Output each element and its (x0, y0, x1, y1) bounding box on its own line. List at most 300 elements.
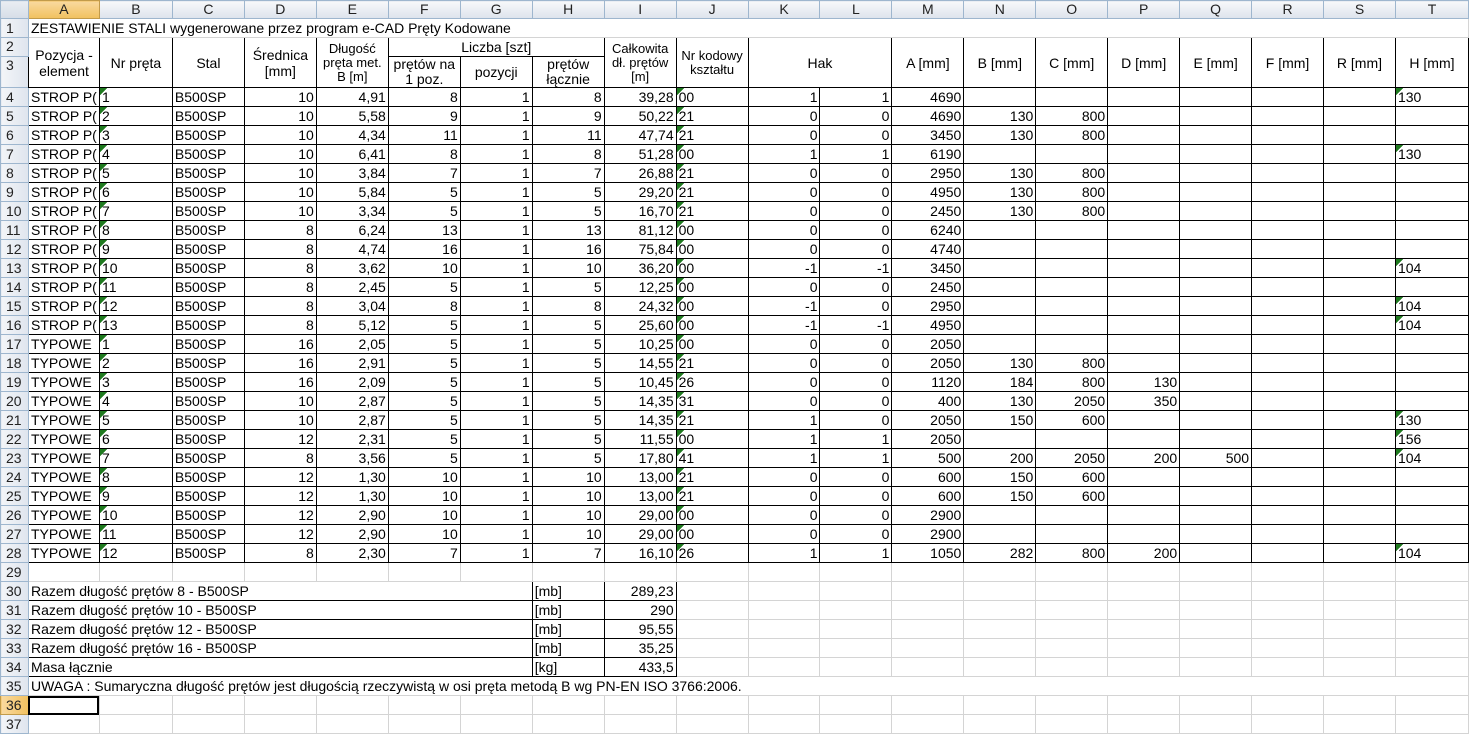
data-cell-m4[interactable]: 4690 (892, 88, 964, 107)
data-cell-a28[interactable]: TYPOWE (28, 544, 99, 563)
data-cell-i27[interactable]: 29,00 (604, 525, 676, 544)
data-cell-r5[interactable] (1252, 107, 1324, 126)
empty-cell[interactable] (748, 658, 820, 677)
data-cell-b19[interactable]: 3 (99, 373, 172, 392)
row-header-34[interactable]: 34 (1, 658, 29, 677)
data-cell-e27[interactable]: 2,90 (316, 525, 388, 544)
empty-cell[interactable] (28, 563, 99, 582)
data-cell-r23[interactable] (1252, 449, 1324, 468)
data-cell-o4[interactable] (1036, 88, 1108, 107)
row-header-27[interactable]: 27 (1, 525, 29, 544)
data-cell-h11[interactable]: 13 (532, 221, 604, 240)
row-header-12[interactable]: 12 (1, 240, 29, 259)
data-cell-c23[interactable]: B500SP (172, 449, 244, 468)
data-cell-l6[interactable]: 0 (820, 126, 892, 145)
data-cell-l15[interactable]: 0 (820, 297, 892, 316)
empty-cell[interactable] (820, 601, 892, 620)
empty-cell[interactable] (820, 715, 892, 734)
data-cell-m15[interactable]: 2950 (892, 297, 964, 316)
empty-cell[interactable] (1324, 582, 1396, 601)
data-cell-j25[interactable]: 21 (676, 487, 748, 506)
data-cell-i16[interactable]: 25,60 (604, 316, 676, 335)
row-header-15[interactable]: 15 (1, 297, 29, 316)
header-dlugosc[interactable]: Długość pręta met. B [m] (316, 38, 388, 88)
data-cell-m6[interactable]: 3450 (892, 126, 964, 145)
data-cell-s9[interactable] (1324, 183, 1396, 202)
empty-cell[interactable] (1036, 715, 1108, 734)
data-cell-l9[interactable]: 0 (820, 183, 892, 202)
column-header-r[interactable]: R (1252, 1, 1324, 19)
data-cell-k26[interactable]: 0 (748, 506, 820, 525)
data-cell-e15[interactable]: 3,04 (316, 297, 388, 316)
empty-cell[interactable] (1108, 715, 1180, 734)
data-cell-p23[interactable]: 200 (1108, 449, 1180, 468)
data-cell-c22[interactable]: B500SP (172, 430, 244, 449)
data-cell-q18[interactable] (1180, 354, 1252, 373)
data-cell-t14[interactable] (1395, 278, 1468, 297)
summary-unit[interactable]: [mb] (532, 620, 604, 639)
header-hak[interactable]: Hak (748, 38, 892, 88)
data-cell-n8[interactable]: 130 (964, 164, 1036, 183)
data-cell-t8[interactable] (1395, 164, 1468, 183)
data-cell-k6[interactable]: 0 (748, 126, 820, 145)
header-liczba[interactable]: Liczba [szt] (388, 38, 604, 57)
empty-cell[interactable] (460, 715, 532, 734)
data-cell-b4[interactable]: 1 (99, 88, 172, 107)
data-cell-s27[interactable] (1324, 525, 1396, 544)
empty-cell[interactable] (676, 601, 748, 620)
data-cell-q21[interactable] (1180, 411, 1252, 430)
data-cell-b12[interactable]: 9 (99, 240, 172, 259)
data-cell-p8[interactable] (1108, 164, 1180, 183)
row-header-24[interactable]: 24 (1, 468, 29, 487)
data-cell-s12[interactable] (1324, 240, 1396, 259)
data-cell-q27[interactable] (1180, 525, 1252, 544)
data-cell-a26[interactable]: TYPOWE (28, 506, 99, 525)
data-cell-h13[interactable]: 10 (532, 259, 604, 278)
row-header-6[interactable]: 6 (1, 126, 29, 145)
data-cell-d12[interactable]: 8 (244, 240, 316, 259)
data-cell-q5[interactable] (1180, 107, 1252, 126)
data-cell-t6[interactable] (1395, 126, 1468, 145)
summary-unit[interactable]: [mb] (532, 582, 604, 601)
data-cell-s26[interactable] (1324, 506, 1396, 525)
data-cell-i22[interactable]: 11,55 (604, 430, 676, 449)
data-cell-d10[interactable]: 10 (244, 202, 316, 221)
data-cell-c19[interactable]: B500SP (172, 373, 244, 392)
row-header-1[interactable]: 1 (1, 19, 29, 38)
data-cell-e4[interactable]: 4,91 (316, 88, 388, 107)
data-cell-k20[interactable]: 0 (748, 392, 820, 411)
data-cell-f23[interactable]: 5 (388, 449, 460, 468)
summary-label[interactable]: Razem długość prętów 8 - B500SP (28, 582, 532, 601)
header-d-mm[interactable]: D [mm] (1108, 38, 1180, 88)
data-cell-s24[interactable] (1324, 468, 1396, 487)
data-cell-k23[interactable]: 1 (748, 449, 820, 468)
data-cell-i4[interactable]: 39,28 (604, 88, 676, 107)
empty-cell[interactable] (1395, 601, 1468, 620)
data-cell-l28[interactable]: 1 (820, 544, 892, 563)
empty-cell[interactable] (748, 620, 820, 639)
data-cell-c20[interactable]: B500SP (172, 392, 244, 411)
data-cell-d9[interactable]: 10 (244, 183, 316, 202)
data-cell-b26[interactable]: 10 (99, 506, 172, 525)
data-cell-t16[interactable]: 104 (1395, 316, 1468, 335)
empty-cell[interactable] (316, 696, 388, 715)
empty-cell[interactable] (316, 715, 388, 734)
data-cell-f13[interactable]: 10 (388, 259, 460, 278)
header-r-mm[interactable]: R [mm] (1324, 38, 1396, 88)
data-cell-k24[interactable]: 0 (748, 468, 820, 487)
data-cell-t24[interactable] (1395, 468, 1468, 487)
data-cell-l14[interactable]: 0 (820, 278, 892, 297)
data-cell-r27[interactable] (1252, 525, 1324, 544)
data-cell-k12[interactable]: 0 (748, 240, 820, 259)
data-cell-r13[interactable] (1252, 259, 1324, 278)
data-cell-s14[interactable] (1324, 278, 1396, 297)
summary-unit[interactable]: [mb] (532, 639, 604, 658)
data-cell-e17[interactable]: 2,05 (316, 335, 388, 354)
data-cell-j23[interactable]: 41 (676, 449, 748, 468)
empty-cell[interactable] (676, 563, 748, 582)
row-header-28[interactable]: 28 (1, 544, 29, 563)
data-cell-e23[interactable]: 3,56 (316, 449, 388, 468)
data-cell-d22[interactable]: 12 (244, 430, 316, 449)
empty-cell[interactable] (1324, 658, 1396, 677)
header-pozycji[interactable]: pozycji (460, 57, 532, 88)
data-cell-j24[interactable]: 21 (676, 468, 748, 487)
data-cell-q9[interactable] (1180, 183, 1252, 202)
data-cell-f11[interactable]: 13 (388, 221, 460, 240)
data-cell-j8[interactable]: 21 (676, 164, 748, 183)
data-cell-s10[interactable] (1324, 202, 1396, 221)
column-header-k[interactable]: K (748, 1, 820, 19)
row-header-36[interactable]: 36 (1, 696, 29, 715)
row-header-10[interactable]: 10 (1, 202, 29, 221)
empty-cell[interactable] (1036, 620, 1108, 639)
data-cell-c11[interactable]: B500SP (172, 221, 244, 240)
data-cell-j6[interactable]: 21 (676, 126, 748, 145)
data-cell-q25[interactable] (1180, 487, 1252, 506)
data-cell-s6[interactable] (1324, 126, 1396, 145)
data-cell-e14[interactable]: 2,45 (316, 278, 388, 297)
data-cell-j14[interactable]: 00 (676, 278, 748, 297)
data-cell-h10[interactable]: 5 (532, 202, 604, 221)
empty-cell[interactable] (820, 563, 892, 582)
data-cell-f16[interactable]: 5 (388, 316, 460, 335)
data-cell-t21[interactable]: 130 (1395, 411, 1468, 430)
header-pretow-lacznie[interactable]: prętów łącznie (532, 57, 604, 88)
data-cell-f14[interactable]: 5 (388, 278, 460, 297)
data-cell-a17[interactable]: TYPOWE (28, 335, 99, 354)
data-cell-n6[interactable]: 130 (964, 126, 1036, 145)
data-cell-l21[interactable]: 0 (820, 411, 892, 430)
data-cell-r18[interactable] (1252, 354, 1324, 373)
data-cell-k22[interactable]: 1 (748, 430, 820, 449)
data-cell-h6[interactable]: 11 (532, 126, 604, 145)
data-cell-g15[interactable]: 1 (460, 297, 532, 316)
data-cell-l7[interactable]: 1 (820, 145, 892, 164)
data-cell-t19[interactable] (1395, 373, 1468, 392)
data-cell-f19[interactable]: 5 (388, 373, 460, 392)
data-cell-n7[interactable] (964, 145, 1036, 164)
data-cell-n13[interactable] (964, 259, 1036, 278)
data-cell-j27[interactable]: 00 (676, 525, 748, 544)
data-cell-j5[interactable]: 21 (676, 107, 748, 126)
summary-unit[interactable]: [kg] (532, 658, 604, 677)
data-cell-k28[interactable]: 1 (748, 544, 820, 563)
data-cell-c17[interactable]: B500SP (172, 335, 244, 354)
empty-cell[interactable] (820, 582, 892, 601)
empty-cell[interactable] (820, 696, 892, 715)
column-header-q[interactable]: Q (1180, 1, 1252, 19)
empty-cell[interactable] (388, 696, 460, 715)
data-cell-a19[interactable]: TYPOWE (28, 373, 99, 392)
column-header-f[interactable]: F (388, 1, 460, 19)
data-cell-h7[interactable]: 8 (532, 145, 604, 164)
data-cell-t17[interactable] (1395, 335, 1468, 354)
data-cell-i20[interactable]: 14,35 (604, 392, 676, 411)
row-header-2[interactable]: 2 (1, 38, 29, 57)
row-header-8[interactable]: 8 (1, 164, 29, 183)
data-cell-d11[interactable]: 8 (244, 221, 316, 240)
data-cell-e10[interactable]: 3,34 (316, 202, 388, 221)
data-cell-e25[interactable]: 1,30 (316, 487, 388, 506)
empty-cell[interactable] (316, 563, 388, 582)
data-cell-i21[interactable]: 14,35 (604, 411, 676, 430)
data-cell-t20[interactable] (1395, 392, 1468, 411)
empty-cell[interactable] (748, 696, 820, 715)
data-cell-s13[interactable] (1324, 259, 1396, 278)
header-b-mm[interactable]: B [mm] (964, 38, 1036, 88)
row-header-37[interactable]: 37 (1, 715, 29, 734)
data-cell-p9[interactable] (1108, 183, 1180, 202)
empty-cell[interactable] (1036, 582, 1108, 601)
data-cell-s4[interactable] (1324, 88, 1396, 107)
data-cell-s18[interactable] (1324, 354, 1396, 373)
data-cell-e5[interactable]: 5,58 (316, 107, 388, 126)
header-pozycja[interactable]: Pozycja - element (28, 38, 99, 88)
empty-cell[interactable] (964, 582, 1036, 601)
data-cell-f28[interactable]: 7 (388, 544, 460, 563)
data-cell-b18[interactable]: 2 (99, 354, 172, 373)
data-cell-t9[interactable] (1395, 183, 1468, 202)
empty-cell[interactable] (820, 639, 892, 658)
data-cell-q20[interactable] (1180, 392, 1252, 411)
data-cell-j4[interactable]: 00 (676, 88, 748, 107)
data-cell-r10[interactable] (1252, 202, 1324, 221)
data-cell-j12[interactable]: 00 (676, 240, 748, 259)
data-cell-m16[interactable]: 4950 (892, 316, 964, 335)
empty-cell[interactable] (1108, 563, 1180, 582)
data-cell-s23[interactable] (1324, 449, 1396, 468)
data-cell-t7[interactable]: 130 (1395, 145, 1468, 164)
summary-label[interactable]: Razem długość prętów 16 - B500SP (28, 639, 532, 658)
data-cell-b6[interactable]: 3 (99, 126, 172, 145)
data-cell-o23[interactable]: 2050 (1036, 449, 1108, 468)
column-header-i[interactable]: I (604, 1, 676, 19)
column-header-m[interactable]: M (892, 1, 964, 19)
row-header-25[interactable]: 25 (1, 487, 29, 506)
data-cell-o14[interactable] (1036, 278, 1108, 297)
empty-cell[interactable] (676, 658, 748, 677)
data-cell-p21[interactable] (1108, 411, 1180, 430)
column-header-h[interactable]: H (532, 1, 604, 19)
row-header-4[interactable]: 4 (1, 88, 29, 107)
header-c-mm[interactable]: C [mm] (1036, 38, 1108, 88)
data-cell-f4[interactable]: 8 (388, 88, 460, 107)
empty-cell[interactable] (99, 696, 172, 715)
row-header-17[interactable]: 17 (1, 335, 29, 354)
data-cell-c27[interactable]: B500SP (172, 525, 244, 544)
data-cell-m27[interactable]: 2900 (892, 525, 964, 544)
row-header-29[interactable]: 29 (1, 563, 29, 582)
data-cell-j16[interactable]: 00 (676, 316, 748, 335)
data-cell-e11[interactable]: 6,24 (316, 221, 388, 240)
column-header-p[interactable]: P (1108, 1, 1180, 19)
data-cell-c6[interactable]: B500SP (172, 126, 244, 145)
data-cell-i15[interactable]: 24,32 (604, 297, 676, 316)
data-cell-d27[interactable]: 12 (244, 525, 316, 544)
data-cell-q4[interactable] (1180, 88, 1252, 107)
data-cell-d23[interactable]: 8 (244, 449, 316, 468)
data-cell-r14[interactable] (1252, 278, 1324, 297)
empty-cell[interactable] (820, 620, 892, 639)
empty-cell[interactable] (676, 582, 748, 601)
empty-cell[interactable] (388, 563, 460, 582)
column-header-n[interactable]: N (964, 1, 1036, 19)
data-cell-c12[interactable]: B500SP (172, 240, 244, 259)
data-cell-f24[interactable]: 10 (388, 468, 460, 487)
data-cell-d17[interactable]: 16 (244, 335, 316, 354)
data-cell-q14[interactable] (1180, 278, 1252, 297)
data-cell-s7[interactable] (1324, 145, 1396, 164)
summary-value[interactable]: 289,23 (604, 582, 676, 601)
data-cell-m24[interactable]: 600 (892, 468, 964, 487)
data-cell-e19[interactable]: 2,09 (316, 373, 388, 392)
empty-cell[interactable] (676, 620, 748, 639)
summary-label[interactable]: Masa łącznie (28, 658, 532, 677)
data-cell-r28[interactable] (1252, 544, 1324, 563)
data-cell-f6[interactable]: 11 (388, 126, 460, 145)
data-cell-h5[interactable]: 9 (532, 107, 604, 126)
data-cell-c21[interactable]: B500SP (172, 411, 244, 430)
data-cell-m19[interactable]: 1120 (892, 373, 964, 392)
row-header-32[interactable]: 32 (1, 620, 29, 639)
data-cell-g25[interactable]: 1 (460, 487, 532, 506)
data-cell-o10[interactable]: 800 (1036, 202, 1108, 221)
data-cell-a23[interactable]: TYPOWE (28, 449, 99, 468)
empty-cell[interactable] (676, 715, 748, 734)
data-cell-g22[interactable]: 1 (460, 430, 532, 449)
empty-cell[interactable] (1036, 601, 1108, 620)
data-cell-b24[interactable]: 8 (99, 468, 172, 487)
data-cell-l26[interactable]: 0 (820, 506, 892, 525)
data-cell-b5[interactable]: 2 (99, 107, 172, 126)
data-cell-t18[interactable] (1395, 354, 1468, 373)
data-cell-g4[interactable]: 1 (460, 88, 532, 107)
empty-cell[interactable] (748, 715, 820, 734)
data-cell-h19[interactable]: 5 (532, 373, 604, 392)
data-cell-g18[interactable]: 1 (460, 354, 532, 373)
data-cell-i19[interactable]: 10,45 (604, 373, 676, 392)
data-cell-b14[interactable]: 11 (99, 278, 172, 297)
data-cell-k11[interactable]: 0 (748, 221, 820, 240)
empty-cell[interactable] (1324, 696, 1396, 715)
data-cell-d16[interactable]: 8 (244, 316, 316, 335)
data-cell-l19[interactable]: 0 (820, 373, 892, 392)
data-cell-m12[interactable]: 4740 (892, 240, 964, 259)
empty-cell[interactable] (1108, 582, 1180, 601)
data-cell-a14[interactable]: STROP P( (28, 278, 99, 297)
data-cell-n28[interactable]: 282 (964, 544, 1036, 563)
data-cell-q10[interactable] (1180, 202, 1252, 221)
data-cell-o5[interactable]: 800 (1036, 107, 1108, 126)
data-cell-a7[interactable]: STROP P( (28, 145, 99, 164)
data-cell-k25[interactable]: 0 (748, 487, 820, 506)
empty-cell[interactable] (172, 563, 244, 582)
data-cell-h16[interactable]: 5 (532, 316, 604, 335)
data-cell-p13[interactable] (1108, 259, 1180, 278)
data-cell-g14[interactable]: 1 (460, 278, 532, 297)
empty-cell[interactable] (1252, 563, 1324, 582)
data-cell-p27[interactable] (1108, 525, 1180, 544)
empty-cell[interactable] (964, 696, 1036, 715)
empty-cell[interactable] (748, 601, 820, 620)
data-cell-s25[interactable] (1324, 487, 1396, 506)
data-cell-o6[interactable]: 800 (1036, 126, 1108, 145)
data-cell-f17[interactable]: 5 (388, 335, 460, 354)
data-cell-n25[interactable]: 150 (964, 487, 1036, 506)
data-cell-o25[interactable]: 600 (1036, 487, 1108, 506)
data-cell-b15[interactable]: 12 (99, 297, 172, 316)
data-cell-i25[interactable]: 13,00 (604, 487, 676, 506)
data-cell-r16[interactable] (1252, 316, 1324, 335)
data-cell-r15[interactable] (1252, 297, 1324, 316)
data-cell-d25[interactable]: 12 (244, 487, 316, 506)
data-cell-c15[interactable]: B500SP (172, 297, 244, 316)
empty-cell[interactable] (1252, 715, 1324, 734)
empty-cell[interactable] (964, 620, 1036, 639)
column-header-e[interactable]: E (316, 1, 388, 19)
data-cell-k19[interactable]: 0 (748, 373, 820, 392)
data-cell-r20[interactable] (1252, 392, 1324, 411)
data-cell-e26[interactable]: 2,90 (316, 506, 388, 525)
empty-cell[interactable] (892, 601, 964, 620)
data-cell-h14[interactable]: 5 (532, 278, 604, 297)
empty-cell[interactable] (1180, 639, 1252, 658)
data-cell-c13[interactable]: B500SP (172, 259, 244, 278)
data-cell-l10[interactable]: 0 (820, 202, 892, 221)
row-header-14[interactable]: 14 (1, 278, 29, 297)
data-cell-j21[interactable]: 21 (676, 411, 748, 430)
data-cell-g19[interactable]: 1 (460, 373, 532, 392)
data-cell-m5[interactable]: 4690 (892, 107, 964, 126)
data-cell-n17[interactable] (964, 335, 1036, 354)
data-cell-b8[interactable]: 5 (99, 164, 172, 183)
data-cell-g13[interactable]: 1 (460, 259, 532, 278)
data-cell-s8[interactable] (1324, 164, 1396, 183)
data-cell-g11[interactable]: 1 (460, 221, 532, 240)
header-srednica[interactable]: Średnica [mm] (244, 38, 316, 88)
empty-cell[interactable] (1395, 620, 1468, 639)
data-cell-l27[interactable]: 0 (820, 525, 892, 544)
data-cell-b21[interactable]: 5 (99, 411, 172, 430)
data-cell-e18[interactable]: 2,91 (316, 354, 388, 373)
empty-cell[interactable] (1108, 601, 1180, 620)
data-cell-i11[interactable]: 81,12 (604, 221, 676, 240)
data-cell-m23[interactable]: 500 (892, 449, 964, 468)
